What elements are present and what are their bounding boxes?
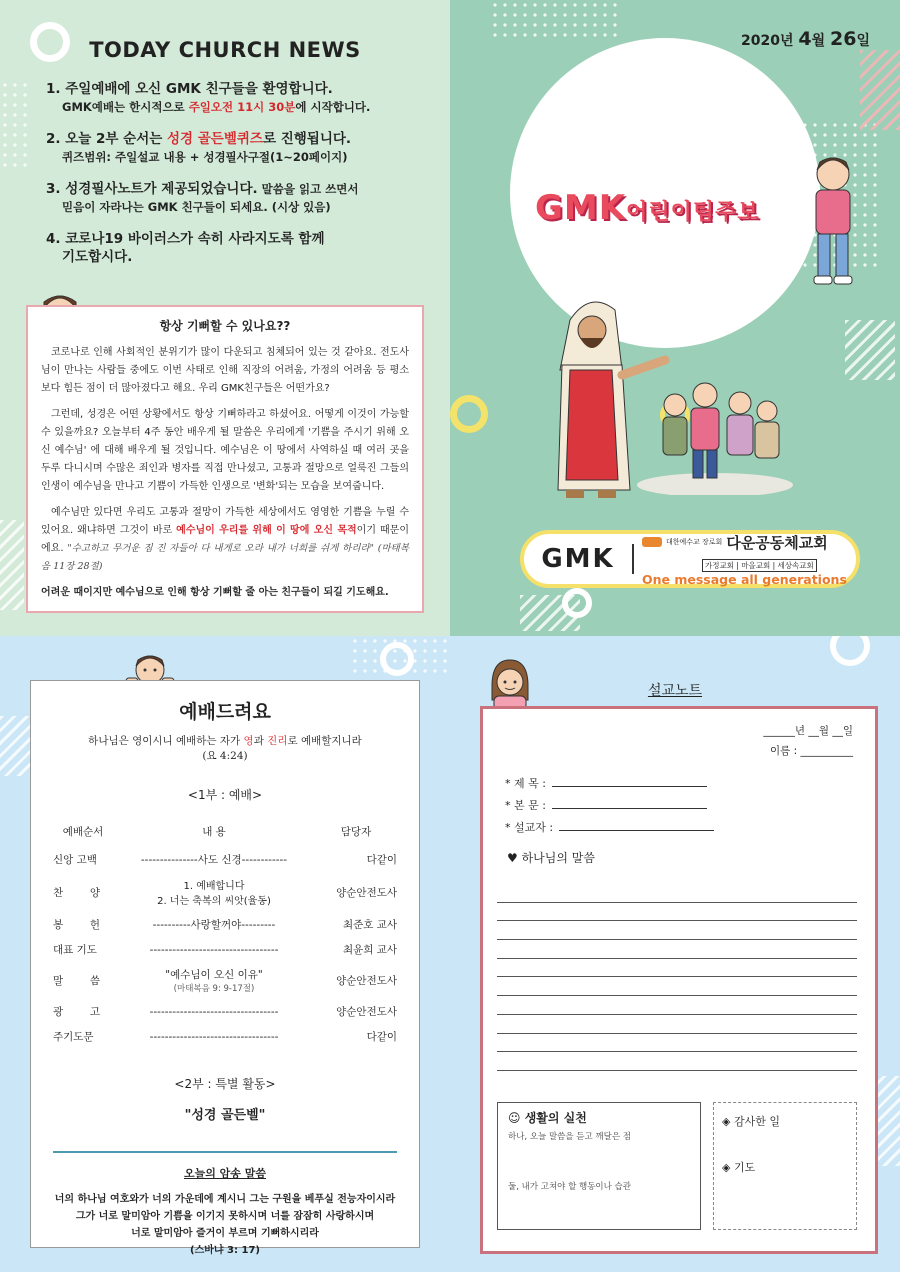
decor-ring [562, 588, 592, 618]
decor-ring [450, 395, 488, 433]
title-input-line[interactable] [552, 775, 707, 787]
table-row: 말 씀 "예수님이 오신 이유" (마태복음 9: 9-17절) 양순안전도사 [53, 969, 397, 994]
worship-verse: 하나님은 영이시니 예배하는 자가 영과 진리로 예배할지니라 (요 4:24) [88, 735, 362, 762]
diamond-icon: ◈ [722, 1161, 731, 1174]
decor-stripes [0, 520, 24, 610]
worship-panel [30, 680, 420, 1256]
table-row: 광 고 ---------------------------------- 양순안전도사 [53, 1005, 397, 1018]
news-item: 2. 오늘 2부 순서는 성경 골든벨퀴즈로 진행됩니다. 퀴즈범위: 주일설교 내용 + 성경필사구절(1~20페이지) [46, 131, 352, 164]
life-practice-box[interactable]: ☺ 생활의 실천 하나, 오늘 말씀을 듣고 깨달은 점 둘, 내가 고쳐야 할 행동이나 습관 [497, 1102, 701, 1230]
notes-panel [480, 706, 878, 1254]
decor-dots [0, 80, 30, 170]
church-name: 다운공동체교회 [726, 533, 828, 552]
part1-heading: <1부 : 예배> [187, 788, 263, 802]
part2-heading: <2부 : 특별 활동> [174, 1077, 276, 1091]
story-title: 항상 기뻐할 수 있나요?? [159, 319, 291, 333]
decor-stripes [860, 50, 900, 130]
bulletin-date: 2020년 4월 26일 [741, 28, 870, 50]
church-slogan: One message all generations [642, 571, 847, 587]
boy-peeking-icon [122, 650, 178, 684]
table-row: 찬 양 1. 예배합니다 2. 너는 축복의 씨앗(율동) 양순안전도사 [53, 881, 397, 907]
church-logo-icon [642, 537, 662, 547]
news-item: 1. 주일예배에 오신 GMK 친구들을 환영합니다. GMK예배는 한시적으로 주일오전 11시 30분에 시작합니다. [46, 81, 371, 114]
boy-standing-icon [798, 150, 868, 290]
story-paragraph: 예수님만 있다면 우리도 고통과 절망이 가득한 세상에서도 영영한 기쁨을 누릴 수 있어요. 왜냐하면 그것이 바로 예수님이 우리를 위해 이 땅에 오신 목적이기 때문이에요. "수고하고 무거운 짐 진 자들아 다 내게로 오라 내가 너희를 쉬게 하리라" (마태복음 11장 28절) [41, 507, 409, 572]
table-row: 대표 기도 ---------------------------------- 최윤희 교사 [53, 943, 397, 956]
gods-word-heading: ♥ 하나님의 말씀 [507, 851, 595, 865]
scripture-input-line[interactable] [552, 797, 707, 809]
decor-stripes [845, 320, 895, 380]
story-ending: 어려운 때이지만 예수님으로 인해 항상 기뻐할 줄 아는 친구들이 되길 기도해요. [41, 587, 389, 598]
table-row: 주기도문 ---------------------------------- 다같이 [53, 1030, 397, 1043]
worship-order-table [53, 819, 397, 1049]
children-crowd-icon [635, 375, 795, 495]
decor-stripes [0, 716, 30, 776]
date-name-fields [763, 721, 853, 761]
table-header: 예배순서 내 용 담당자 [62, 826, 372, 838]
sermon-notes-page [450, 636, 900, 1272]
table-row: 봉 헌 ----------사랑할꺼야--------- 최준호 교사 [53, 919, 397, 931]
church-news-page [0, 0, 450, 636]
news-list [46, 80, 426, 280]
heart-icon: ♥ [507, 851, 518, 865]
decor-dots [490, 0, 620, 40]
church-identity: 대한예수교 장로회 다운공동체교회 가정교회 | 마을교회 | 세상속교회 One message all generations [642, 533, 847, 587]
story-paragraph: 코로나로 인해 사회적인 분위기가 많이 다운되고 침체되어 있는 것 같아요. 전도사님이 만나는 사람들 중에도 이번 사태로 인해 직장의 어려움, 가정의 어려움 등 평소보다 힘든 점이 더 많아졌다고 해요. 우리 GMK친구들은 어떤가요? [41, 347, 409, 394]
decor-ring [830, 636, 870, 666]
date-field[interactable]: ______년 __월 __일 [763, 725, 853, 737]
table-row: 신앙 고백 ---------------사도 신경------------ 다같이 [53, 854, 397, 866]
cover-page [450, 0, 900, 636]
divider [53, 1151, 397, 1153]
story-paragraph: 그런데, 성경은 어떤 상황에서도 항상 기뻐하라고 하셨어요. 어떻게 이것이 가능할 수 있을까요? 오늘부터 4주 동안 배우게 될 말씀은 우리에게 '기쁨을 주시기 위해 오신 예수님' 에 대해 배우게 될 것입니다. 예수님은 이 땅에서 사역하실 때 여러 곳을 두루 다니시며 수많은 죄인과 병자를 직접 만나셨고, 고통과 절망으로 얼룩진 그들의 인생이 예수님을 만나고 기쁨이 가득한 인생으로 '변화'되는 모습을 보여줍니다. [41, 409, 409, 492]
memory-verse: 너의 하나님 여호와가 너의 가운데에 계시니 그는 구원을 베푸실 전능자이시라 그가 너로 말미암아 기쁨을 이기지 못하시며 너를 잠잠히 사랑하시며 너로 말미암아 즐거이 부르며 기뻐하시리라 (스바냐 3: 17) [54, 1194, 396, 1256]
smile-icon: ☺ [508, 1111, 521, 1125]
notes-title: 설교노트 [647, 683, 703, 699]
memory-verse-title: 오늘의 암송 말씀 [183, 1167, 267, 1180]
thanks-prayer-box[interactable]: ◈ 감사한 일 ◈ 기도 [713, 1102, 857, 1230]
preacher-input-line[interactable] [559, 819, 714, 831]
sermon-fields: * 제 목 : * 본 문 : * 설교자 : [505, 773, 714, 839]
badge-gmk-label: GMK [524, 544, 634, 574]
news-item: 3. 성경필사노트가 제공되었습니다. 말씀을 읽고 쓰면서 믿음이 자라나는 GMK 친구들이 되세요. (시상 있음) [46, 181, 359, 214]
worship-page [0, 636, 450, 1272]
bulletin-logo: GMK어린이팀주보 [535, 188, 760, 228]
news-item: 4. 코로나19 바이러스가 속히 사라지도록 함께 기도합시다. [46, 231, 325, 265]
special-activity: "성경 골든벨" [184, 1108, 266, 1123]
church-subtitle: 가정교회 | 마을교회 | 세상속교회 [702, 559, 817, 572]
name-field[interactable]: 이름 : __________ [770, 745, 853, 757]
news-title: TODAY CHURCH NEWS [89, 38, 361, 62]
diamond-icon: ◈ [722, 1115, 731, 1128]
writing-lines[interactable] [497, 884, 857, 1071]
worship-title: 예배드려요 [179, 701, 271, 723]
decor-dots [350, 636, 450, 676]
story-box [26, 305, 424, 613]
church-badge [520, 530, 860, 588]
